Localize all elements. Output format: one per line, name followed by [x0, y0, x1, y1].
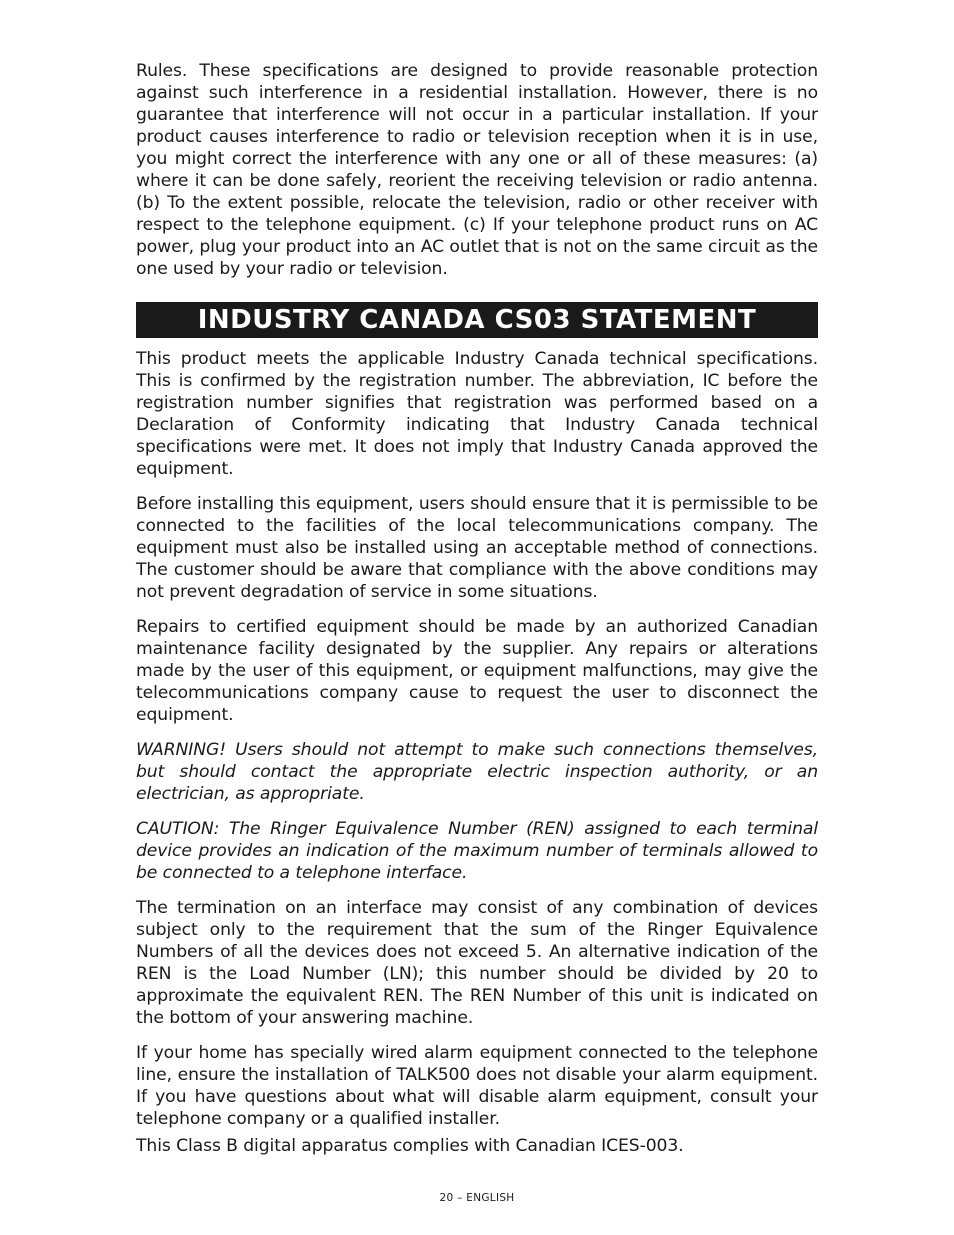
paragraph-repairs: Repairs to certified equipment should be made by an authorized Canadian maintenance facility designated by the supplier. Any repairs or alterations made by the user of this equipment, or equipment malfunctions, may give the telecommunications company cause to request the user to disconnect the equipment. [136, 617, 818, 725]
page-content [136, 60, 818, 1157]
paragraph-ices: This Class B digital apparatus complies with Canadian ICES-003. [136, 1136, 684, 1156]
paragraph-warning: WARNING! Users should not attempt to make such connections themselves, but should contact the appropriate electric inspection authority, or an electrician, as appropriate. [136, 740, 818, 804]
page-footer: 20 – ENGLISH [439, 1192, 515, 1204]
section-heading: INDUSTRY CANADA CS03 STATEMENT [136, 302, 818, 338]
paragraph-caution: CAUTION: The Ringer Equivalence Number (REN) assigned to each terminal device provides an indication of the maximum number of terminals allowed to be connected to a telephone interface. [136, 819, 818, 883]
paragraph-termination: The termination on an interface may consist of any combination of devices subject only to the requirement that the sum of the Ringer Equivalence Numbers of all the devices does not exceed 5. An alternative indication of the REN is the Load Number (LN); this number should be divided by 20 to approximate the equivalent REN. The REN Number of this unit is indicated on the bottom of your answering machine. [136, 898, 818, 1028]
paragraph-ic-specifications: This product meets the applicable Industry Canada technical specifications. This is confirmed by the registration number. The abbreviation, IC before the registration number signifies that registration was performed based on a Declaration of Conformity indicating that Industry Canada technical specifications were met. It does not imply that Industry Canada approved the equipment. [136, 349, 818, 479]
paragraph-alarm: If your home has specially wired alarm equipment connected to the telephone line, ensure the installation of TALK500 does not disable your alarm equipment. If you have questions about what will disable alarm equipment, consult your telephone company or a qualified installer. [136, 1043, 818, 1129]
paragraph-installation: Before installing this equipment, users should ensure that it is permissible to be connected to the facilities of the local telecommunications company. The equipment must also be installed using an acceptable method of connections. The customer should be aware that compliance with the above conditions may not prevent degradation of service in some situations. [136, 494, 818, 602]
intro-paragraph: Rules. These specifications are designed to provide reasonable protection against such interference in a residential installation. However, there is no guarantee that interference will not occur in a particular installation. If your product causes interference to radio or television reception when it is in use, you might correct the interference with any one or all of these measures: (a) where it can be done safely, reorient the receiving television or radio antenna. (b) To the extent possible, relocate the television, radio or other receiver with respect to the telephone equipment. (c) If your telephone product runs on AC power, plug your product into an AC outlet that is not on the same circuit as the one used by your radio or television. [136, 61, 818, 279]
